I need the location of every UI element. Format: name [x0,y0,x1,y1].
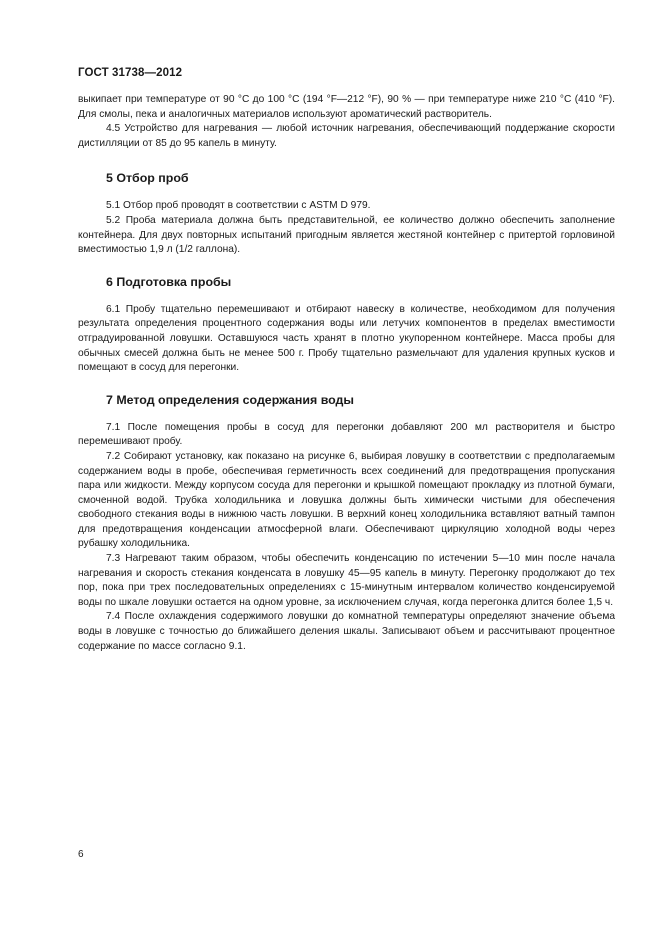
document-header: ГОСТ 31738—2012 [78,67,183,79]
section-5-heading: 5 Отбор проб [106,171,189,186]
document-body [78,93,615,654]
section-6-heading: 6 Подготовка пробы [106,274,232,289]
paragraph-5-1: 5.1 Отбор проб проводят в соответствии с ASTM D 979. [106,200,371,212]
paragraph-4-5: 4.5 Устройство для нагревания — любой источник нагревания, обеспечивающий поддержание скорости дистилляции от 85 до 95 капель в минуту. [78,123,615,149]
paragraph-7-3: 7.3 Нагревают таким образом, чтобы обеспечить конденсацию по истечении 5—10 мин после начала нагревания и скорость стекания конденсата в ловушку 45—95 капель в минуту. Перегонку продолжают до тех пор, пока при трех последовательных определениях с 15-минутным интервалом количество конденсируемой воды по шкале ловушки остается на одном уровне, за исключением случая, когда перегонка длится более 1,5 ч. [78,553,615,608]
paragraph-7-2: 7.2 Собирают установку, как показано на рисунке 6, выбирая ловушку в соответствии с предполагаемым содержанием воды в пробе, обеспечивая герметичность всех соединений для предотвращения пропускания пара или жидкости. Между корпусом сосуда для перегонки и крышкой помещают прокладку из плотной бумаги, смоченной водой. Трубка холодильника и ловушка должны быть химически чистыми для обеспечения свободного стекания воды в нижнюю часть ловушки. В верхний конец холодильника вставляют ватный тампон для предотвращения конденсации атмосферной влаги. Обеспечивают циркуляцию холодной воды через рубашку холодильника. [78,450,615,550]
page-number: 6 [78,849,84,860]
paragraph-7-1: 7.1 После помещения пробы в сосуд для перегонки добавляют 200 мл растворителя и быстро перемешивают пробу. [78,421,615,448]
paragraph-6-1: 6.1 Пробу тщательно перемешивают и отбирают навеску в количестве, необходимом для получения результата определения процентного содержания воды или летучих компонентов в пределах вместимости отградуированной ловушки. Оставшуюся часть хранят в плотно укупоренном контейнере. Масса пробы для обычных смесей должна быть не менее 500 г. Пробу тщательно размельчают для удаления крупных кусков и помещают в сосуд для перегонки. [78,303,615,374]
section-7-heading: 7 Метод определения содержания воды [106,392,355,407]
paragraph-5-2: 5.2 Проба материала должна быть представительной, ее количество должно обеспечить заполнение контейнера. Для двух повторных испытаний пригодным является жестяной контейнер с притертой горловиной вместимостью 1,9 л (1/2 галлона). [78,214,615,256]
paragraph-7-4: 7.4 После охлаждения содержимого ловушки до комнатной температуры определяют значение объема воды в ловушке с точностью до ближайшего деления шкалы. Записывают объем и рассчитывают процентное содержание по массе согласно 9.1. [78,611,615,652]
paragraph-continuation: выкипает при температуре от 90 °С до 100 °С (194 °F—212 °F), 90 % — при температуре ниже 210 °С (410 °F). Для смолы, пека и аналогичных материалов используют ароматический растворитель. [78,94,615,120]
